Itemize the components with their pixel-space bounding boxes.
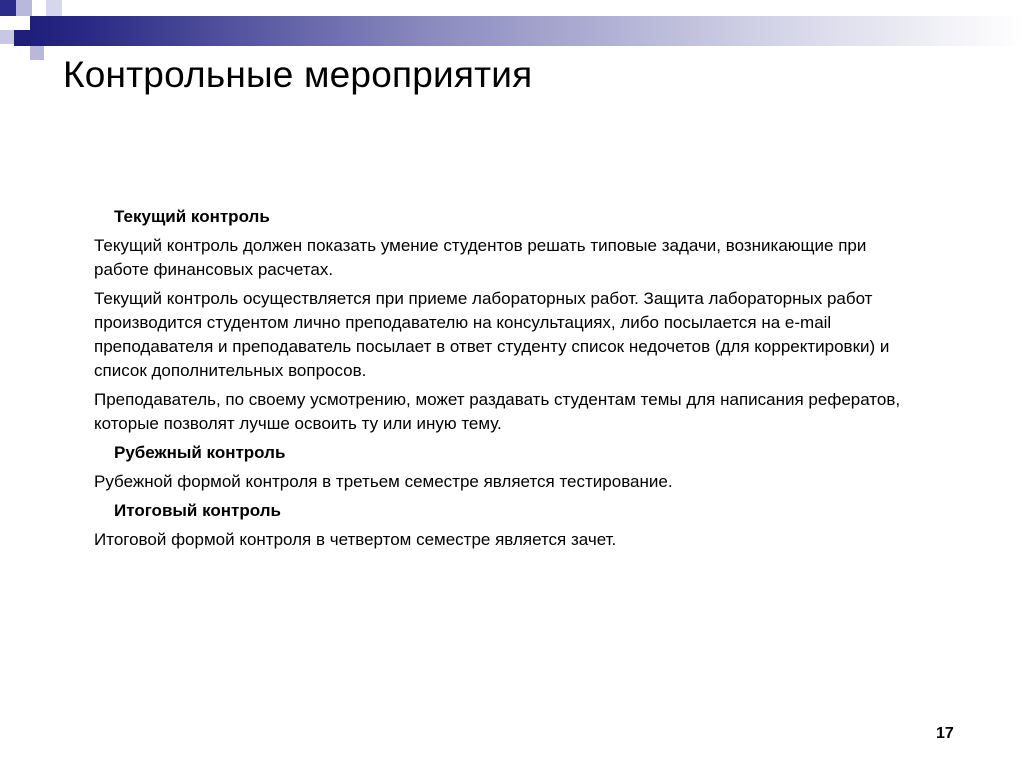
section-current-control (94, 205, 924, 436)
decor-square (30, 46, 44, 60)
decor-square (0, 0, 16, 16)
section-final-control (94, 499, 924, 552)
section-heading: Итоговый контроль (114, 501, 281, 520)
section-milestone-control (94, 441, 924, 494)
section-heading: Рубежный контроль (114, 443, 286, 462)
paragraph: Итоговой формой контроля в четвертом семестре является зачет. (94, 530, 617, 549)
paragraph: Текущий контроль осуществляется при приеме лабораторных работ. Защита лабораторных работ производится студентом лично преподавателю на консультациях, либо посылается на e-mail преподавателя и преподаватель посылает в ответ студенту список недочетов (для корректировки) и список дополнительных вопросов. (94, 289, 890, 380)
section-heading: Текущий контроль (114, 207, 270, 226)
paragraph: Текущий контроль должен показать умение студентов решать типовые задачи, возникающие при работе финансовых расчетах. (94, 236, 867, 279)
page-number: 17 (936, 725, 954, 742)
decor-square (16, 0, 32, 16)
paragraph: Рубежной формой контроля в третьем семестре является тестирование. (94, 472, 673, 491)
header-gradient-bar (30, 16, 1024, 46)
slide-content (94, 205, 924, 557)
paragraph: Преподаватель, по своему усмотрению, может раздавать студентам темы для написания рефератов, которые позволят лучше освоить ту или иную тему. (94, 390, 901, 433)
decor-square (14, 46, 30, 60)
decor-square (14, 30, 30, 46)
slide-title: Контрольные мероприятия (63, 54, 533, 95)
decor-square (46, 0, 62, 16)
decor-square (0, 30, 14, 44)
